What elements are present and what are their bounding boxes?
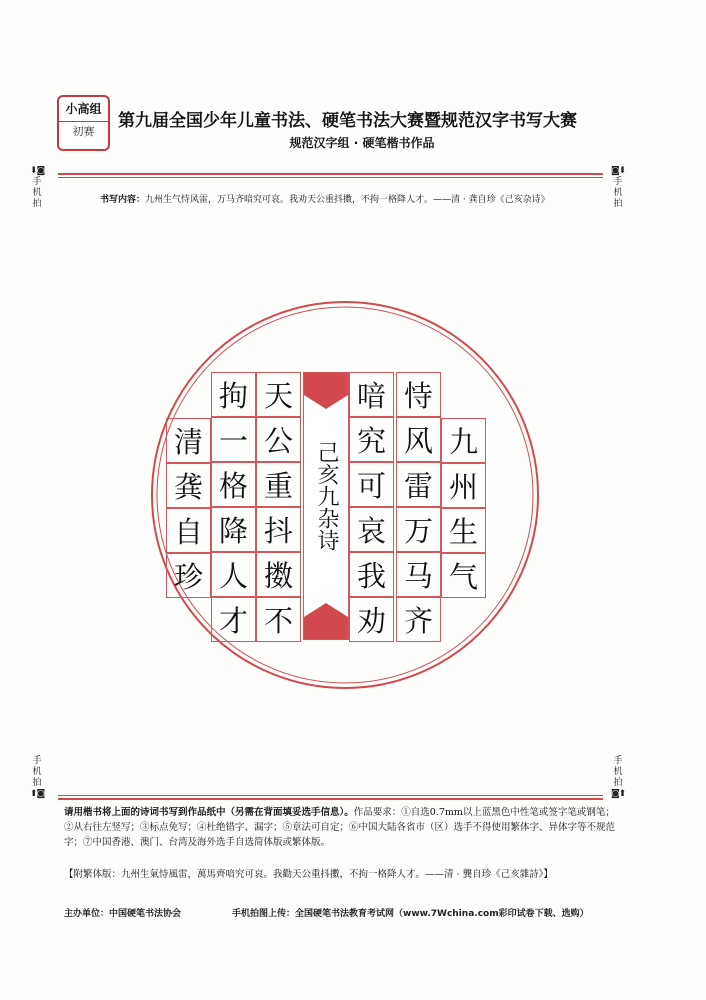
character-cell: 齐 xyxy=(396,597,441,642)
character-cell: 喑 xyxy=(349,372,394,417)
camera-icon: ◙⬆ xyxy=(611,789,626,799)
character-cell: 才 xyxy=(211,597,256,642)
group-label: 小高组 xyxy=(59,97,108,122)
side-text: 手机拍 xyxy=(613,177,623,209)
character-cell: 恃 xyxy=(396,372,441,417)
character-cell: 一 xyxy=(211,417,256,462)
bottom-divider xyxy=(58,798,603,800)
round-label: 初赛 xyxy=(72,125,95,138)
side-label-bottom-left xyxy=(30,756,44,800)
character-cell: 自 xyxy=(166,508,211,553)
traditional-text: 九州生氣恃風雷，萬馬齊喑究可哀。我勸天公重抖擻，不拘一格降人才。——清 · 龔自珍《己亥雜詩》】 xyxy=(121,869,553,880)
camera-icon: ⬆◙ xyxy=(30,789,45,799)
character-cell: 重 xyxy=(256,462,301,507)
content-text: 九州生气恃风雷，万马齐喑究可哀。我劝天公重抖擞，不拘一格降人才。——清 · 龚自珍《己亥杂诗》 xyxy=(145,195,550,205)
character-cell: 九 xyxy=(441,418,486,463)
camera-icon: ⬇◙ xyxy=(30,166,45,176)
side-text: 手机拍 xyxy=(613,756,623,788)
character-cell: 龚 xyxy=(166,463,211,508)
character-cell: 公 xyxy=(256,417,301,462)
character-cell: 清 xyxy=(166,418,211,463)
character-cell: 格 xyxy=(211,462,256,507)
page-subtitle: 规范汉字组 · 硬笔楷书作品 xyxy=(289,136,435,150)
center-title-strip xyxy=(303,372,349,640)
camera-icon: ◙⬇ xyxy=(611,166,626,176)
character-cell: 风 xyxy=(396,417,441,462)
poem-title: 己亥九杂诗 xyxy=(314,441,339,551)
character-cell: 究 xyxy=(349,417,394,462)
character-cell: 不 xyxy=(256,597,301,642)
character-cell: 劝 xyxy=(349,597,394,642)
bottom-divider-thin xyxy=(58,795,603,796)
traditional-label: 【附繁体版： xyxy=(64,869,122,880)
character-cell: 可 xyxy=(349,462,394,507)
side-text: 手机拍 xyxy=(32,756,42,788)
page-title: 第九届全国少年儿童书法、硬笔书法大赛暨规范汉字书写大赛 xyxy=(118,111,577,131)
side-label-bottom-right xyxy=(611,756,625,800)
character-cell: 雷 xyxy=(396,462,441,507)
character-cell: 抖 xyxy=(256,507,301,552)
instructions-body: 作品要求：①自选0.7mm以上蓝黑色中性笔或签字笔或钢笔；②从右往左竖写；③标点免写；④杜绝错字、漏字；⑤章法可自定；⑥中国大陆各省市（区）选手不得使用繁体字、异体字等不规范字；⑦中国香港、澳门、台湾及海外选手自选简体版或繁体版。 xyxy=(64,807,616,848)
character-cell: 降 xyxy=(211,507,256,552)
character-cell: 擞 xyxy=(256,552,301,597)
character-cell: 我 xyxy=(349,552,394,597)
upload-info: 手机拍图上传：全国硬笔书法教育考试网（www.7Wchina.com彩印试卷下载、选购） xyxy=(232,909,589,919)
character-cell: 人 xyxy=(211,552,256,597)
character-cell: 万 xyxy=(396,507,441,552)
character-cell: 马 xyxy=(396,552,441,597)
character-cell: 哀 xyxy=(349,507,394,552)
side-text: 手机拍 xyxy=(32,177,42,209)
character-cell: 生 xyxy=(441,508,486,553)
organizer: 主办单位：中国硬笔书法协会 xyxy=(64,909,182,919)
character-cell: 州 xyxy=(441,463,486,508)
character-cell: 天 xyxy=(256,372,301,417)
character-cell: 拘 xyxy=(211,372,256,417)
character-cell: 珍 xyxy=(166,553,211,598)
content-label: 书写内容： xyxy=(100,195,146,205)
character-cell: 气 xyxy=(441,553,486,598)
traditional-version xyxy=(64,866,624,880)
instructions-lead: 请用楷书将上面的诗词书写到作品纸中（另需在背面填妥选手信息）。 xyxy=(64,807,354,818)
instructions xyxy=(64,805,624,850)
